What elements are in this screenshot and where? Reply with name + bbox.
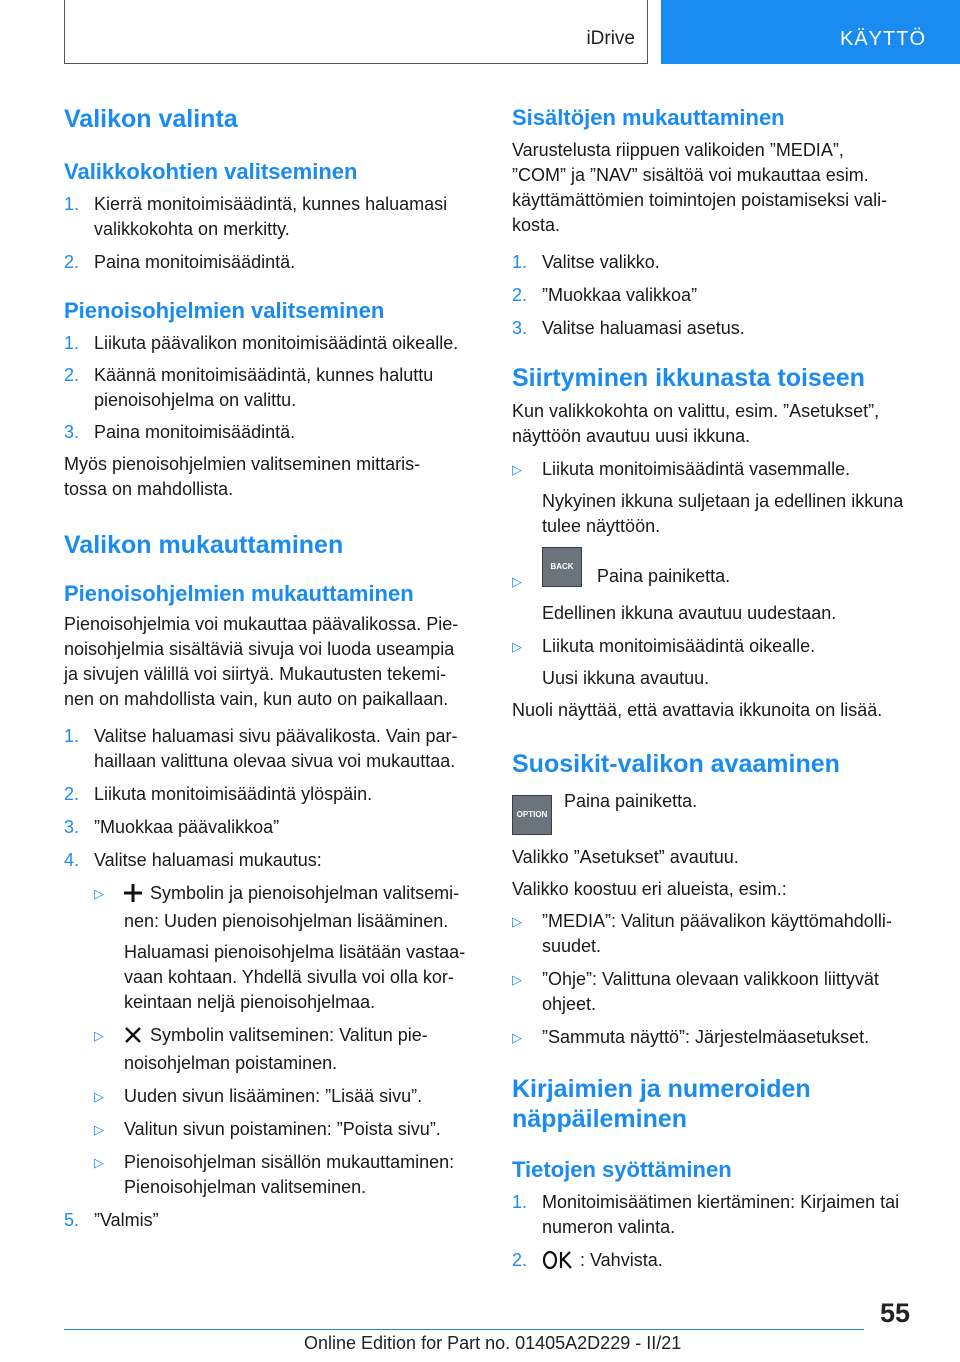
triangle-bullet-icon: ▷: [512, 574, 522, 589]
triangle-bullet-icon: ▷: [94, 1028, 104, 1043]
heading-tietojen-syottaminen: Tietojen syöttäminen: [512, 1157, 732, 1182]
note-line: Myös pienoisohjelmien valitseminen mittaris-: [64, 454, 421, 474]
step-text: Monitoimisäätimen kiertäminen: Kirjaimen tai: [542, 1192, 900, 1212]
option-button-icon: OPTION: [512, 795, 552, 835]
paragraph-line: ”COM” ja ”NAV” sisältöä voi mukauttaa esim.: [512, 165, 869, 185]
list-item: [64, 848, 482, 873]
bullet-subtext-line: Edellinen ikkuna avautuu uudestaan.: [542, 603, 837, 623]
bullet-item: [512, 1025, 930, 1050]
bullet-item: [512, 967, 930, 1017]
step-number: 1.: [64, 194, 80, 214]
bullet-item: [512, 457, 930, 482]
list-item: [64, 250, 482, 275]
bullet-text: ohjeet.: [542, 994, 597, 1014]
triangle-bullet-icon: ▷: [512, 972, 522, 987]
list-item: [512, 1248, 930, 1277]
heading-pienoisohjelmien-mukauttaminen: Pienoisohjelmien mukauttaminen: [64, 581, 414, 606]
bullet-subtext: [512, 666, 930, 691]
step-number: 1.: [64, 726, 80, 746]
step-text: pienoisohjelma on valittu.: [94, 390, 297, 410]
title-suosikit: Suosikit-valikon avaaminen: [512, 750, 840, 778]
triangle-bullet-icon: ▷: [94, 1155, 104, 1170]
paragraph-line: näyttöön avautuu uusi ikkuna.: [512, 426, 751, 446]
paragraph-line: Valikko koostuu eri alueista, esim.:: [512, 879, 787, 899]
step-number: 2.: [512, 285, 528, 305]
header-box: [64, 0, 648, 64]
list-item: [64, 420, 482, 445]
bullet-item: [512, 634, 930, 659]
step-number: 2.: [64, 784, 80, 804]
step-text: ”Muokkaa päävalikkoa”: [94, 817, 280, 837]
step-text: Paina monitoimisäädintä.: [94, 422, 296, 442]
step-number: 2.: [512, 1250, 528, 1270]
bullet-item: [512, 909, 930, 959]
step-number: 5.: [64, 1210, 80, 1230]
step-text: Valitse valikko.: [542, 252, 660, 272]
bullet-text: Pienoisohjelman sisällön mukauttaminen:: [124, 1152, 455, 1172]
step-text: haillaan valittuna olevaa sivua voi mukauttaa.: [94, 751, 456, 771]
paragraph-line: käyttämättömien toimintojen poistamiseksi vali-: [512, 190, 888, 210]
bullet-text: ”MEDIA”: Valitun päävalikon käyttömahdolli-: [542, 911, 892, 931]
step-number: 4.: [64, 850, 80, 870]
bullet-subtext-line: vaan kohtaan. Yhdellä sivulla voi olla kor-: [124, 967, 454, 987]
heading-pienoisohjelmien-valitseminen: Pienoisohjelmien valitseminen: [64, 298, 385, 323]
step-text: Liikuta päävalikon monitoimisäädintä oikealle.: [94, 333, 459, 353]
step-text: numeron valinta.: [542, 1217, 676, 1237]
paragraph-line: nen on mahdollista vain, kun auto on paikallaan.: [64, 689, 449, 709]
title-line: Kirjaimien ja numeroiden: [512, 1075, 811, 1103]
bullet-text: suudet.: [542, 936, 602, 956]
list-item: [64, 724, 482, 774]
step-number: 3.: [512, 318, 528, 338]
right-column: [512, 100, 930, 1277]
plus-icon: [124, 884, 142, 909]
bullet-subtext-line: Uusi ikkuna avautuu.: [542, 668, 710, 688]
bullet-subtext-line: Haluamasi pienoisohjelma lisätään vastaa-: [124, 942, 466, 962]
paragraph-line: Pienoisohjelmia voi mukauttaa päävalikossa. Pie-: [64, 614, 459, 634]
note-line: tossa on mahdollista.: [64, 479, 234, 499]
step-text: ”Muokkaa valikkoa”: [542, 285, 698, 305]
step-text: Kierrä monitoimisäädintä, kunnes haluamasi: [94, 194, 448, 214]
list-item: [512, 250, 930, 275]
bullet-text: Valitun sivun poistaminen: ”Poista sivu”.: [124, 1119, 441, 1139]
triangle-bullet-icon: ▷: [94, 886, 104, 901]
step-number: 1.: [512, 1192, 528, 1212]
back-button-icon: BACK: [542, 547, 582, 587]
step-number: 3.: [64, 422, 80, 442]
step-text: Valitse haluamasi sivu päävalikosta. Vain par-: [94, 726, 458, 746]
list-item: [64, 815, 482, 840]
list-item: [512, 1190, 930, 1240]
bullet-text: Symbolin ja pienoisohjelman valitsemi-: [150, 883, 460, 903]
bullet-subtext-line: tulee näyttöön.: [542, 516, 661, 536]
bullet-text: ”Sammuta näyttö”: Järjestelmäasetukset.: [542, 1027, 870, 1047]
list-item: [64, 331, 482, 356]
bullet-item: [64, 881, 482, 934]
paragraph-line: kosta.: [512, 215, 561, 235]
triangle-bullet-icon: ▷: [512, 1030, 522, 1045]
close-icon: [124, 1026, 142, 1051]
step-number: 3.: [64, 817, 80, 837]
list-item: [64, 192, 482, 242]
title-kirjaimien: [512, 1074, 930, 1134]
bullet-text: Liikuta monitoimisäädintä vasemmalle.: [542, 459, 851, 479]
option-press-text: Paina painiketta.: [564, 791, 698, 811]
step-text: Valitse haluamasi mukautus:: [94, 850, 322, 870]
paragraph-line: noisohjelmia sisältäviä sivuja voi luoda useampia: [64, 639, 455, 659]
triangle-bullet-icon: ▷: [512, 639, 522, 654]
step-number: 2.: [64, 365, 80, 385]
left-column: [64, 100, 482, 1233]
header-chapter: KÄYTTÖ: [661, 0, 960, 64]
ok-icon: [542, 1250, 574, 1277]
title-siirtyminen: Siirtyminen ikkunasta toiseen: [512, 364, 865, 392]
list-item: [64, 363, 482, 413]
bullet-item: [64, 1084, 482, 1109]
title-valikon-valinta: Valikon valinta: [64, 105, 238, 133]
triangle-bullet-icon: ▷: [94, 1089, 104, 1104]
bullet-item: [64, 1150, 482, 1200]
bullet-item: [512, 547, 930, 595]
step-text: ”Valmis”: [94, 1210, 159, 1230]
option-row: [512, 789, 930, 835]
step-text: Liikuta monitoimisäädintä ylöspäin.: [94, 784, 373, 804]
note-line: Nuoli näyttää, että avattavia ikkunoita on lisää.: [512, 700, 883, 720]
triangle-bullet-icon: ▷: [512, 914, 522, 929]
heading-sisaltojen-mukauttaminen: Sisältöjen mukauttaminen: [512, 105, 785, 130]
header-section: iDrive: [586, 28, 635, 49]
bullet-subtext-line: keintaan neljä pienoisohjelmaa.: [124, 992, 376, 1012]
title-valikon-mukauttaminen: Valikon mukauttaminen: [64, 531, 344, 559]
bullet-text: noisohjelman poistaminen.: [124, 1053, 338, 1073]
bullet-subtext: [64, 940, 482, 1015]
bullet-text: Pienoisohjelman valitseminen.: [124, 1177, 367, 1197]
bullet-text: Liikuta monitoimisäädintä oikealle.: [542, 636, 816, 656]
step-text: Käännä monitoimisäädintä, kunnes haluttu: [94, 365, 434, 385]
bullet-subtext: [512, 489, 930, 539]
page-number: 55: [880, 1298, 911, 1328]
paragraph-line: Kun valikkokohta on valittu, esim. ”Asetukset”,: [512, 401, 880, 421]
bullet-subtext: [512, 601, 930, 626]
step-number: 1.: [64, 333, 80, 353]
paragraph-line: ja sivujen välillä voi siirtyä. Mukautusten tekemi-: [64, 664, 447, 684]
footer-divider: [64, 1329, 864, 1330]
list-item: [64, 782, 482, 807]
bullet-item: [64, 1023, 482, 1076]
step-text: : Vahvista.: [580, 1250, 663, 1270]
step-text: Valitse haluamasi asetus.: [542, 318, 745, 338]
triangle-bullet-icon: ▷: [94, 1122, 104, 1137]
bullet-subtext-line: Nykyinen ikkuna suljetaan ja edellinen ikkuna: [542, 491, 904, 511]
list-item: [64, 1208, 482, 1233]
bullet-text: nen: Uuden pienoisohjelman lisääminen.: [124, 911, 449, 931]
paragraph-line: Varustelusta riippuen valikoiden ”MEDIA”,: [512, 140, 844, 160]
step-number: 1.: [512, 252, 528, 272]
bullet-text: Uuden sivun lisääminen: ”Lisää sivu”.: [124, 1086, 423, 1106]
paragraph-line: Valikko ”Asetukset” avautuu.: [512, 847, 739, 867]
bullet-item: [64, 1117, 482, 1142]
list-item: [512, 316, 930, 341]
step-text: valikkokohta on merkitty.: [94, 219, 290, 239]
triangle-bullet-icon: ▷: [512, 462, 522, 477]
bullet-text: Paina painiketta.: [597, 565, 731, 586]
heading-valikkokohtien: Valikkokohtien valitseminen: [64, 159, 358, 184]
list-item: [512, 283, 930, 308]
footer-edition: Online Edition for Part no. 01405A2D229 - II/21: [304, 1333, 682, 1353]
bullet-text: Symbolin valitseminen: Valitun pie-: [150, 1025, 428, 1045]
step-text: Paina monitoimisäädintä.: [94, 252, 296, 272]
title-line: näppäileminen: [512, 1105, 688, 1133]
bullet-text: ”Ohje”: Valittuna olevaan valikkoon liittyvät: [542, 969, 879, 989]
step-number: 2.: [64, 252, 80, 272]
